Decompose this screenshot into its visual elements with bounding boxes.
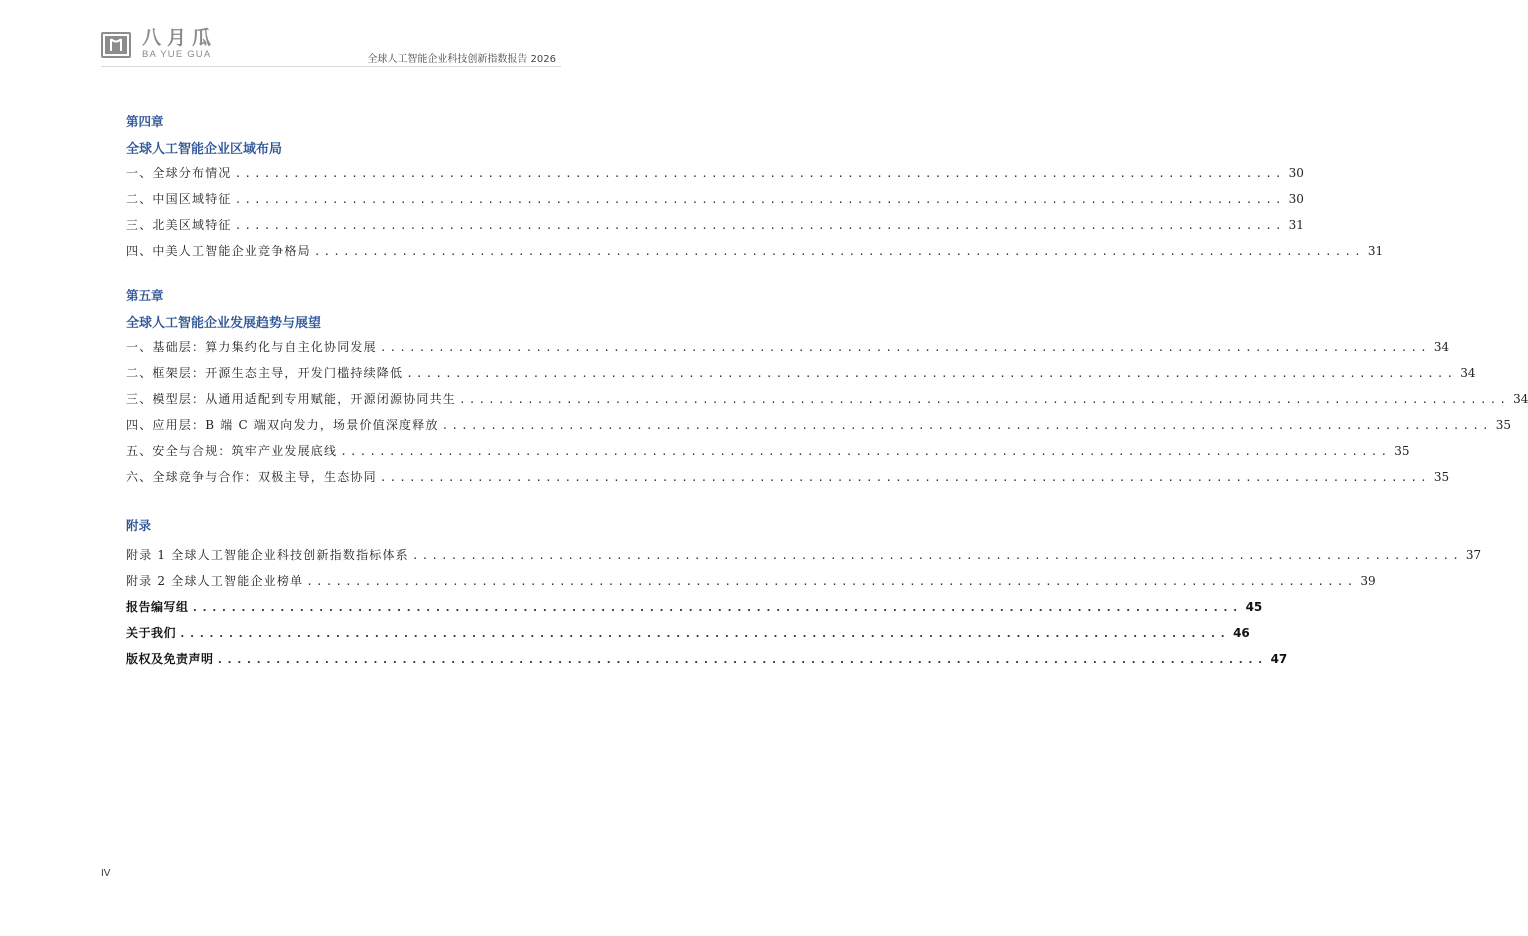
logo-mark-icon: [101, 32, 131, 58]
toc-entry-page: 35: [1394, 444, 1410, 458]
toc-leader: ............................................................................................................: [406, 367, 1457, 380]
toc-leader: ............................................................................................................: [411, 549, 1462, 562]
company-logo: [101, 27, 231, 63]
toc-entry-page: 47: [1270, 652, 1288, 666]
toc-entry-bold[interactable]: [126, 650, 1288, 667]
toc-entry[interactable]: [126, 164, 1304, 181]
toc-entry-page: 39: [1360, 574, 1376, 588]
logo-chinese-text: 八月瓜: [142, 27, 218, 49]
page-number: IV: [101, 868, 111, 879]
toc-entry[interactable]: [126, 338, 1450, 355]
toc-entry-page: 30: [1288, 192, 1304, 206]
header-divider: [101, 66, 561, 67]
toc-entry-bold[interactable]: [126, 598, 1263, 615]
toc-entry-page: 35: [1495, 418, 1511, 432]
toc-entry[interactable]: [126, 242, 1384, 259]
toc-entry-text: 报告编写组: [126, 600, 189, 614]
toc-entry[interactable]: [126, 468, 1450, 485]
toc-entry[interactable]: [126, 572, 1376, 589]
toc-entry-page: 34: [1433, 340, 1450, 354]
logo-english-text: BA YUE GUA: [142, 49, 212, 60]
toc-leader: ............................................................................................................: [234, 193, 1285, 206]
chapter-4-title: 全球人工智能企业区域布局: [126, 142, 283, 157]
report-title: 全球人工智能企业科技创新指数报告 2026: [367, 54, 556, 65]
toc-entry-text: 附录 1 全球人工智能企业科技创新指数指标体系: [126, 548, 409, 562]
toc-entry[interactable]: [126, 442, 1410, 459]
toc-entry-page: 37: [1465, 548, 1482, 562]
toc-entry[interactable]: [126, 546, 1482, 563]
toc-leader: ............................................................................................................: [441, 419, 1492, 432]
toc-leader: ............................................................................................................: [179, 627, 1230, 640]
toc-entry-text: 四、中美人工智能企业竞争格局: [126, 244, 311, 258]
appendix-label: 附录: [126, 518, 152, 533]
toc-leader: ............................................................................................................: [313, 245, 1364, 258]
toc-entry-text: 二、中国区域特征: [126, 192, 232, 206]
toc-leader: ............................................................................................................: [379, 341, 1430, 354]
toc-entry-page: 45: [1245, 600, 1263, 614]
toc-entry-text: 版权及免责声明: [126, 652, 214, 666]
toc-entry[interactable]: [126, 416, 1511, 433]
toc-entry-text: 六、全球竞争与合作：双极主导，生态协同: [126, 470, 377, 484]
toc-leader: ............................................................................................................: [340, 445, 1391, 458]
toc-entry-text: 三、模型层：从通用适配到专用赋能，开源闭源协同共生: [126, 392, 457, 406]
toc-entry-text: 二、框架层：开源生态主导，开发门槛持续降低: [126, 366, 404, 380]
toc-entry-page: 46: [1233, 626, 1250, 640]
toc-leader: ............................................................................................................: [234, 167, 1285, 180]
toc-entry-bold[interactable]: [126, 624, 1250, 641]
toc-leader: ............................................................................................................: [306, 575, 1357, 588]
toc-entry[interactable]: [126, 390, 1528, 407]
toc-entry-text: 关于我们: [126, 626, 177, 640]
toc-entry-page: 30: [1288, 166, 1304, 180]
toc-entry-page: 31: [1367, 244, 1384, 258]
toc-entry-text: 附录 2 全球人工智能企业榜单: [126, 574, 304, 588]
toc-entry-text: 四、应用层：B 端 C 端双向发力，场景价值深度释放: [126, 418, 439, 432]
toc-entry-page: 34: [1513, 392, 1528, 406]
toc-entry[interactable]: [126, 190, 1304, 207]
toc-leader: ............................................................................................................: [234, 219, 1285, 232]
toc-entry-text: 一、全球分布情况: [126, 166, 232, 180]
toc-entry-page: 34: [1460, 366, 1476, 380]
toc-entry[interactable]: [126, 216, 1304, 233]
toc-entry-text: 三、北美区域特征: [126, 218, 232, 232]
toc-entry-text: 五、安全与合规：筑牢产业发展底线: [126, 444, 338, 458]
toc-leader: ............................................................................................................: [379, 471, 1430, 484]
toc-leader: ............................................................................................................: [216, 653, 1267, 666]
toc-entry-page: 35: [1433, 470, 1450, 484]
toc-entry-page: 31: [1288, 218, 1304, 232]
toc-leader: ............................................................................................................: [459, 393, 1510, 406]
toc-entry-text: 一、基础层：算力集约化与自主化协同发展: [126, 340, 377, 354]
chapter-5-title: 全球人工智能企业发展趋势与展望: [126, 316, 322, 331]
chapter-4-label: 第四章: [126, 114, 164, 129]
toc-entry[interactable]: [126, 364, 1476, 381]
toc-leader: ............................................................................................................: [191, 601, 1242, 614]
chapter-5-label: 第五章: [126, 288, 164, 303]
